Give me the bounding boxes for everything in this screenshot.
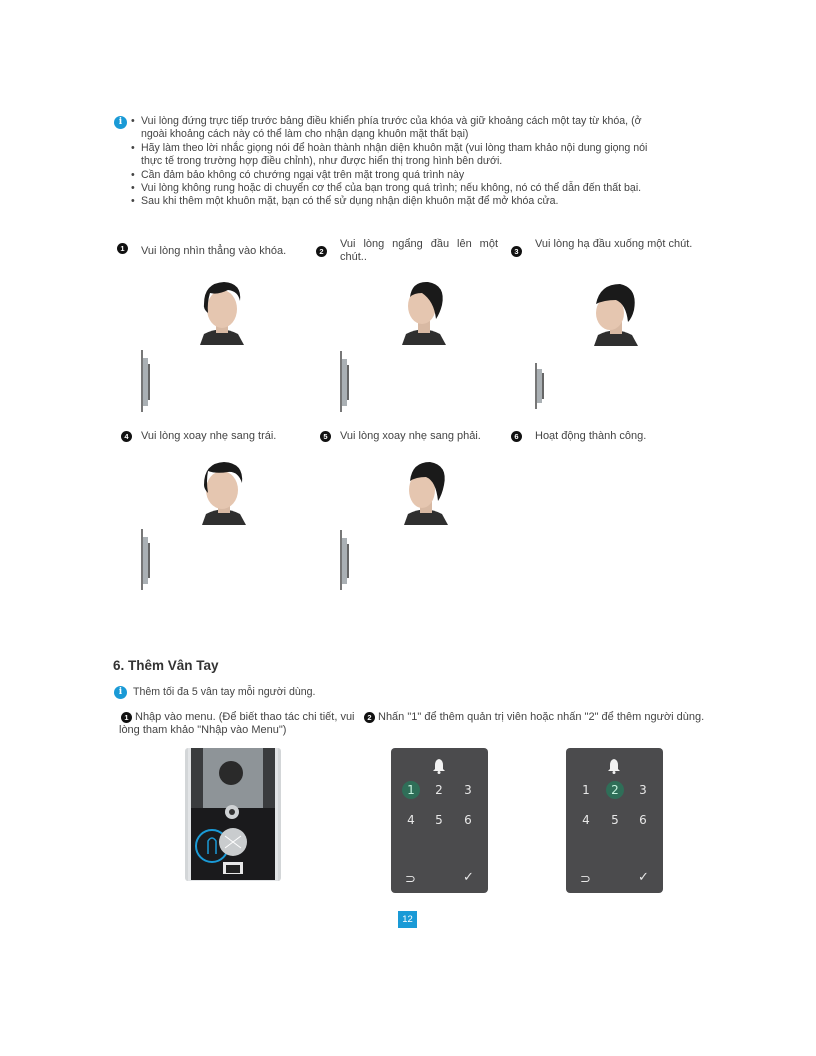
- face-notes: [131, 115, 711, 209]
- step-text: Vui lòng xoay nhẹ sang trái.: [141, 430, 277, 442]
- step-text: Hoạt động thành công.: [535, 430, 647, 442]
- lock-side-illustration: [338, 530, 350, 590]
- lock-side-illustration: [139, 529, 151, 590]
- bell-icon: [432, 758, 446, 774]
- step-number: 2: [316, 246, 327, 257]
- head-right-illustration: [398, 459, 452, 525]
- note-line: thực tế trong trường hợp điều chỉnh), như được hiển thị trong hình bên dưới.: [141, 155, 503, 168]
- head-up-illustration: [396, 279, 450, 345]
- step-number: 1: [121, 712, 132, 723]
- keypad-key-5[interactable]: 5: [611, 813, 619, 827]
- head-straight-illustration: [194, 279, 248, 345]
- keypad-key-1[interactable]: 1: [402, 781, 420, 799]
- step-text: Vui lòng xoay nhẹ sang phải.: [340, 430, 481, 442]
- back-icon[interactable]: ⊃: [580, 871, 591, 886]
- confirm-icon[interactable]: ✓: [463, 869, 474, 884]
- info-icon: i: [114, 116, 127, 129]
- lock-side-illustration: [338, 351, 350, 412]
- step-number: 6: [511, 431, 522, 442]
- note-line: • Hãy làm theo lời nhắc giọng nói để hoàn thành nhận diện khuôn mặt (vui lòng tham khảo nội dung giọng nói: [131, 141, 648, 154]
- keypad-key-5[interactable]: 5: [435, 813, 443, 827]
- lock-side-illustration: [139, 350, 151, 412]
- back-icon[interactable]: ⊃: [405, 871, 416, 886]
- step-number: 5: [320, 431, 331, 442]
- note-line: • Vui lòng không rung hoặc di chuyển cơ thể của bạn trong quá trình; nếu không, nó có thể dẫn đến thất bại.: [131, 182, 642, 195]
- step-number: 1: [117, 243, 128, 254]
- step-number: 2: [364, 712, 375, 723]
- keypad-key-4[interactable]: 4: [407, 813, 415, 827]
- info-icon: i: [114, 686, 127, 699]
- step-text: Vui lòng hạ đầu xuống một chút.: [535, 238, 693, 250]
- keypad-key-4[interactable]: 4: [582, 813, 590, 827]
- note-line: • Vui lòng đứng trực tiếp trước bảng điều khiển phía trước của khóa và giữ khoảng cách một tay từ khóa, (ở: [131, 115, 642, 127]
- step-text: Nhấn "1" để thêm quản trị viên hoặc nhấn "2" để thêm người dùng.: [378, 711, 705, 723]
- head-left-illustration: [196, 459, 250, 525]
- keypad-user-selected: [566, 748, 663, 893]
- section-title: 6. Thêm Vân Tay: [113, 658, 219, 673]
- page-number: 12: [398, 911, 417, 928]
- step-number: 4: [121, 431, 132, 442]
- fingerprint-note: Thêm tối đa 5 vân tay mỗi người dùng.: [133, 686, 316, 698]
- lock-side-illustration: [533, 363, 545, 409]
- keypad-key-6[interactable]: 6: [639, 813, 647, 827]
- keypad-key-2[interactable]: 2: [606, 781, 624, 799]
- note-line: • Sau khi thêm một khuôn mặt, bạn có thể sử dụng nhận diện khuôn mặt để mở khóa cửa.: [131, 195, 559, 208]
- note-line: • Cần đảm bảo không có chướng ngại vật trên mặt trong quá trình này: [131, 168, 465, 181]
- keypad-key-1[interactable]: 1: [582, 783, 590, 797]
- confirm-icon[interactable]: ✓: [638, 869, 649, 884]
- keypad-key-6[interactable]: 6: [464, 813, 472, 827]
- step-text: Nhập vào menu. (Để biết thao tác chi tiết, vui lòng tham khảo "Nhập vào Menu"): [119, 711, 355, 736]
- bell-icon: [607, 758, 621, 774]
- keypad-key-2[interactable]: 2: [435, 783, 443, 797]
- head-down-illustration: [588, 280, 642, 346]
- step-text: Vui lòng nhìn thẳng vào khóa.: [141, 245, 287, 257]
- keypad-admin-selected: [391, 748, 488, 893]
- step-number: 3: [511, 246, 522, 257]
- step-text: Vui lòng ngẩng đầu lên một chút..: [340, 238, 498, 263]
- lock-front-illustration: [185, 748, 281, 881]
- keypad-key-3[interactable]: 3: [464, 783, 472, 797]
- keypad-key-3[interactable]: 3: [639, 783, 647, 797]
- note-line: ngoài khoảng cách này có thể làm cho nhận dạng khuôn mặt thất bại): [141, 128, 469, 141]
